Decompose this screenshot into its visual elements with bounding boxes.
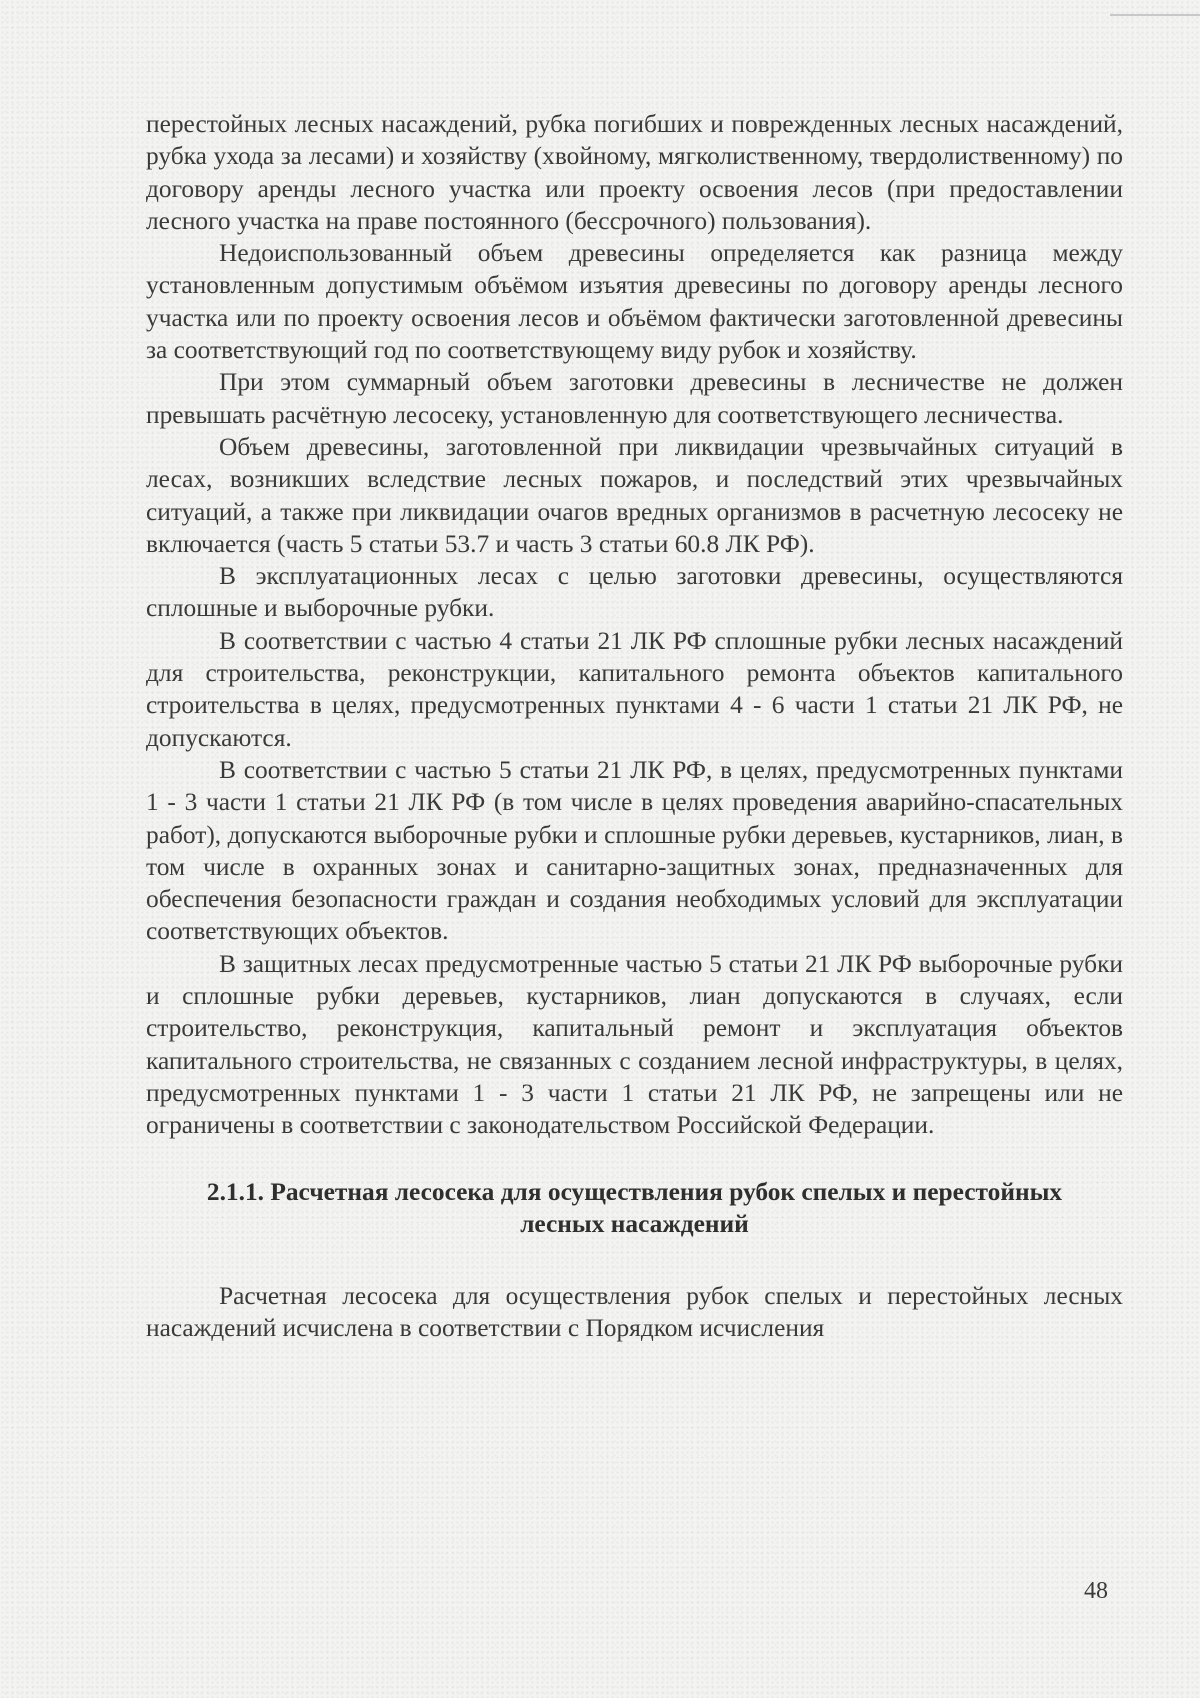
scan-edge-mark	[1110, 0, 1200, 16]
paragraph-article21-part4: В соответствии с частью 4 статьи 21 ЛК РФ сплошные рубки лесных насаждений для строительства, реконструкции, капитального ремонта объектов капитального строительства в целях, предусмотренных пунктами 4 - 6 части 1 статьи 21 ЛК РФ, не допускаются.	[146, 626, 1123, 752]
paragraph-emergency-timber: Объем древесины, заготовленной при ликвидации чрезвычайных ситуаций в лесах, возникших вследствие лесных пожаров, и последствий этих чрезвычайных ситуаций, а также при ликвидации очагов вредных организмов в расчетную лесосеку не включается (часть 5 статьи 53.7 и часть 3 статьи 60.8 ЛК РФ).	[146, 432, 1123, 558]
section-heading-line-1: 2.1.1. Расчетная лесосека для осуществления рубок спелых и перестойных	[206, 1177, 1063, 1206]
paragraph-protective-forests: В защитных лесах предусмотренные частью 5 статьи 21 ЛК РФ выборочные рубки и сплошные рубки деревьев, кустарников, лиан допускаются в случаях, если строительство, реконструкция, капитальный ремонт и эксплуатация объектов капитального строительства, не связанных с созданием лесной инфраструктуры, в целях, предусмотренных пунктами 1 - 3 части 1 статьи 21 ЛК РФ, не запрещены или не ограничены в соответствии с законодательством Российской Федерации.	[146, 949, 1123, 1140]
page-number: 48	[1084, 1578, 1108, 1604]
section-heading-line-2: лесных насаждений	[520, 1209, 749, 1238]
section-heading	[146, 1176, 1123, 1240]
paragraph-unused-volume: Недоиспользованный объем древесины определяется как разница между установленным допустимым объёмом изъятия древесины по договору аренды лесного участка или по проекту освоения лесов и объёмом фактически заготовленной древесины за соответствующий год по соответствующему виду рубок и хозяйству.	[146, 239, 1123, 365]
paragraph-calculated-cutting-area: Расчетная лесосека для осуществления рубок спелых и перестойных лесных насаждений исчислена в соответствии с Порядком исчисления	[146, 1281, 1123, 1342]
paragraph-total-harvest: При этом суммарный объем заготовки древесины в лесничестве не должен превышать расчётную лесосеку, установленную для соответствующего лесничества.	[146, 368, 1123, 429]
paragraph-article21-part5: В соответствии с частью 5 статьи 21 ЛК РФ, в целях, предусмотренных пунктами 1 - 3 части 1 статьи 21 ЛК РФ (в том числе в целях проведения аварийно-спасательных работ), допускаются выборочные рубки и сплошные рубки деревьев, кустарников, лиан, в том числе в охранных зонах и санитарно-защитных зонах, предназначенных для обеспечения безопасности граждан и создания необходимых условий для эксплуатации соответствующих объектов.	[146, 755, 1123, 946]
paragraph-exploitation-forests: В эксплуатационных лесах с целью заготовки древесины, осуществляются сплошные и выборочные рубки.	[146, 562, 1123, 623]
document-body	[146, 108, 1123, 1344]
paragraph-continuation: перестойных лесных насаждений, рубка погибших и поврежденных лесных насаждений, рубка ухода за лесами) и хозяйству (хвойному, мягколиственному, твердолиственному) по договору аренды лесного участка или проекту освоения лесов (при предоставлении лесного участка на праве постоянного (бессрочного) пользования).	[146, 110, 1123, 235]
